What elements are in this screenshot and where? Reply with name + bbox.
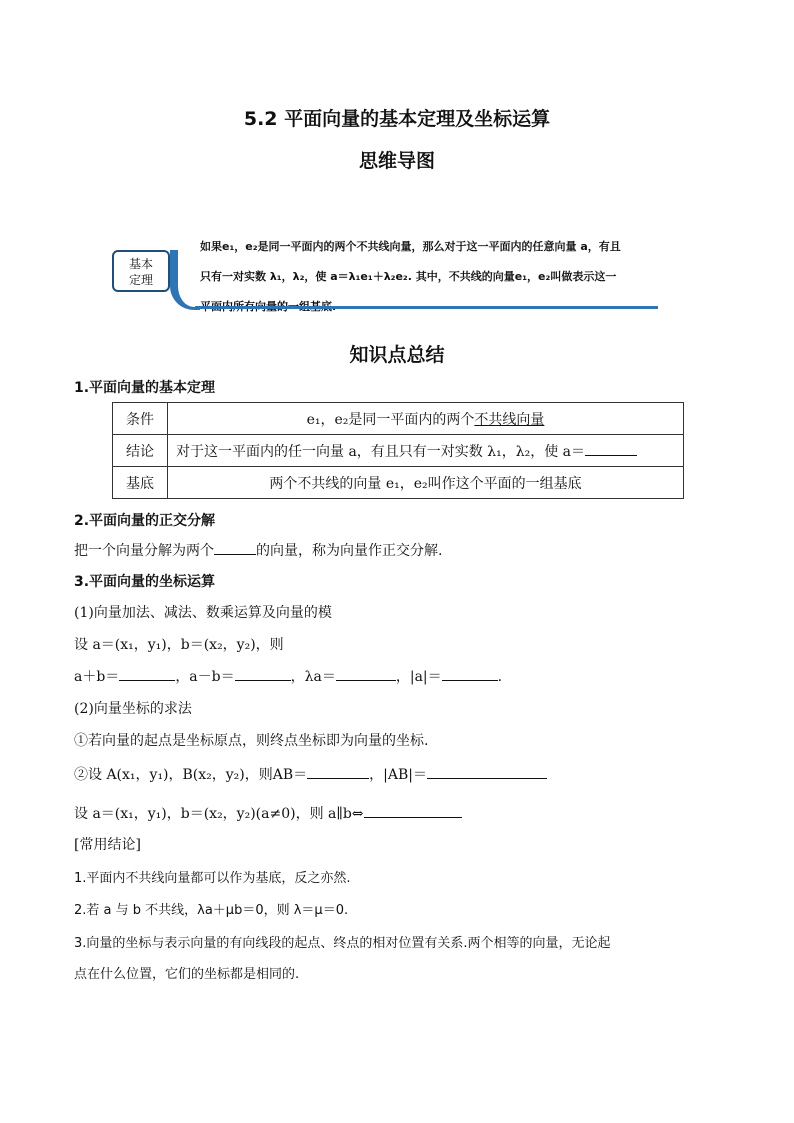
answer-blank (442, 666, 498, 681)
mindmap-underline (195, 306, 658, 309)
common-item-3-cont: 点在什么位置，它们的坐标都是相同的. (74, 967, 300, 982)
common-item-3: 3.向量的坐标与表示向量的有向线段的起点、终点的相对位置有关系.两个相等的向量，无论起 (74, 936, 611, 951)
table-row (113, 403, 684, 435)
table-row (113, 435, 684, 467)
common-heading: [常用结论] (74, 837, 141, 853)
theorem-table (112, 402, 684, 499)
subsection-1: (1)向量加法、减法、数乘运算及向量的模 (74, 605, 332, 621)
row-key: 基底 (113, 467, 168, 499)
mindmap-line-2: 只有一对实数 λ₁，λ₂，使 a＝λ₁e₁＋λ₂e₂. 其中，不共线的向量e₁，e₂叫做表示这一 (200, 270, 617, 283)
answer-blank (214, 540, 256, 555)
coord-item-2: ②设 A(x₁，y₁)，B(x₂，y₂)，则AB＝ ，|AB|＝ (74, 764, 547, 784)
mindmap-node-label-1: 基本 (128, 257, 153, 271)
page-title: 5.2 平面向量的基本定理及坐标运算 (243, 108, 551, 130)
mindmap-node (112, 250, 170, 292)
section-2-text: 把一个向量分解为两个 的向量，称为向量作正交分解. (74, 540, 442, 560)
section-3-heading: 3.平面向量的坐标运算 (74, 574, 216, 590)
common-item-2: 2.若 a 与 b 不共线，λa＋μb＝0，则 λ＝μ＝0. (74, 903, 349, 918)
answer-blank (427, 764, 547, 779)
answer-blank (585, 441, 637, 456)
common-item-1: 1.平面内不共线向量都可以作为基底，反之亦然. (74, 871, 351, 886)
answer-blank (364, 803, 462, 818)
subsection-2: (2)向量坐标的求法 (74, 701, 192, 717)
mindmap-node-label-2: 定理 (128, 273, 153, 287)
table-row (113, 467, 684, 499)
row-key: 条件 (113, 403, 168, 435)
row-value: 对于这一平面内的任一向量 a，有且只有一对实数 λ₁，λ₂，使 a＝ (168, 435, 684, 467)
row-key: 结论 (113, 435, 168, 467)
section-2-heading: 2.平面向量的正交分解 (74, 513, 216, 529)
answer-blank (119, 666, 175, 681)
answer-blank (307, 764, 369, 779)
mindmap-heading: 思维导图 (358, 150, 435, 172)
answer-blank (336, 666, 396, 681)
parallel-condition: 设 a＝(x₁，y₁)，b＝(x₂，y₂)(a≠0)，则 a∥b⇔ (74, 803, 462, 823)
operations-line: a＋b＝ ，a－b＝ ，λa＝ ，|a|＝ . (74, 666, 502, 686)
coord-item-1: ①若向量的起点是坐标原点，则终点坐标即为向量的坐标. (74, 733, 429, 749)
set-vectors: 设 a＝(x₁，y₁)，b＝(x₂，y₂)，则 (74, 637, 284, 653)
mindmap-line-1: 如果e₁，e₂是同一平面内的两个不共线向量，那么对于这一平面内的任意向量 a，有且 (200, 240, 621, 253)
answer-blank (235, 666, 291, 681)
row-value: e₁，e₂是同一平面内的两个不共线向量 (168, 403, 684, 435)
mindmap-branch (170, 250, 200, 310)
row-value: 两个不共线的向量 e₁，e₂叫作这个平面的一组基底 (168, 467, 684, 499)
section-1-heading: 1.平面向量的基本定理 (74, 380, 216, 396)
summary-heading: 知识点总结 (349, 344, 445, 366)
